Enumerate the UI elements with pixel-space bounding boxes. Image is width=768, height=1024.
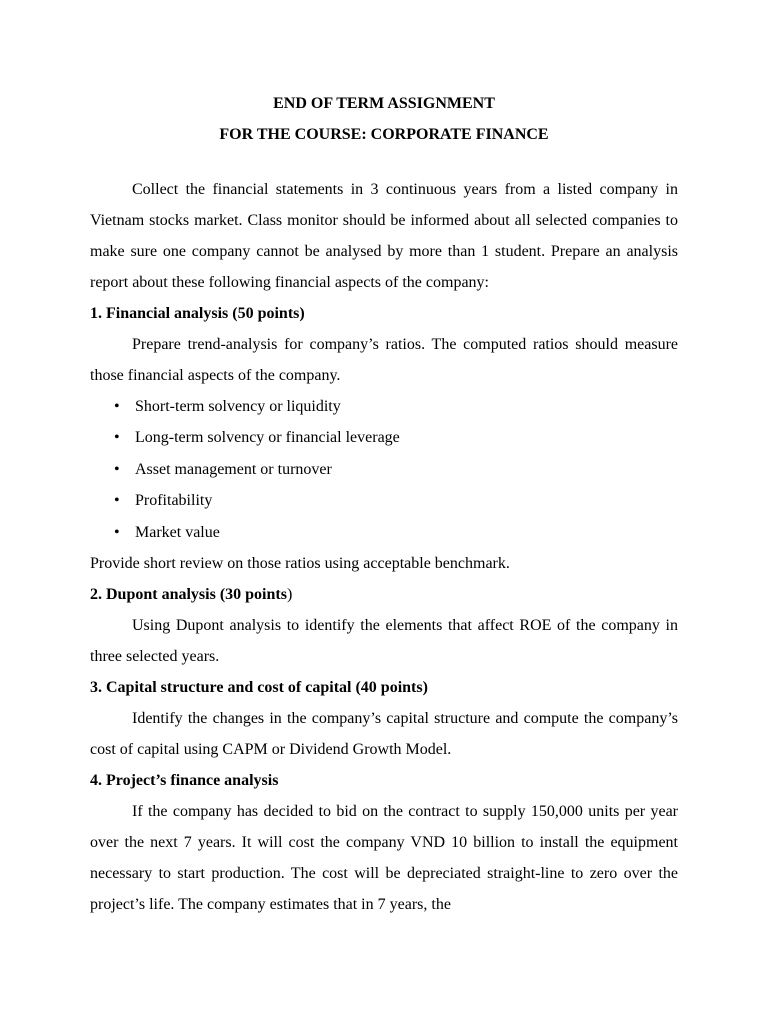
title-block <box>90 0 678 150</box>
intro-paragraph: Collect the financial statements in 3 continuous years from a listed company in Vietnam stocks market. Class monitor should be informed about all selected companies to make sure one company cannot be analysed by more than 1 student. Prepare an analysis report about these following financial aspects of the company: <box>90 181 678 291</box>
document-title-line-2: FOR THE COURSE: CORPORATE FINANCE <box>219 126 549 143</box>
section-3-paragraph: Identify the changes in the company’s capital structure and compute the company’s cost of capital using CAPM or Dividend Growth Model. <box>90 710 678 759</box>
list-item-text: Short-term solvency or liquidity <box>135 398 341 415</box>
section-1-closing: Provide short review on those ratios using acceptable benchmark. <box>90 555 510 573</box>
section-2-heading <box>90 579 678 610</box>
section-2-heading-tail: ) <box>286 586 293 604</box>
list-item <box>90 517 678 548</box>
list-item-text: Market value <box>135 523 220 541</box>
list-item <box>90 485 678 516</box>
ratio-list <box>90 391 678 548</box>
list-item-text: Profitability <box>135 492 213 510</box>
list-item <box>90 454 678 485</box>
list-item-text: Long-term solvency or financial leverage <box>135 429 400 447</box>
bullet-icon: • <box>114 523 120 541</box>
document-page <box>90 0 678 920</box>
document-title-line-1: END OF TERM ASSIGNMENT <box>273 95 495 112</box>
section-3-heading: 3. Capital structure and cost of capital (40 points) <box>90 679 428 697</box>
section-1-heading: 1. Financial analysis (50 points) <box>90 305 305 322</box>
section-4-paragraph: If the company has decided to bid on the contract to supply 150,000 units per year over the next 7 years. It will cost the company VND 10 billion to install the equipment necessary to start production. The cost will be depreciated straight-line to zero over the project’s life. The company estimates that in 7 years, the <box>90 803 678 914</box>
bullet-icon: • <box>114 492 120 510</box>
section-2-paragraph: Using Dupont analysis to identify the elements that affect ROE of the company in three selected years. <box>90 617 678 666</box>
bullet-icon: • <box>114 429 120 447</box>
list-item <box>90 422 678 453</box>
bullet-icon: • <box>114 398 120 415</box>
list-item-text: Asset management or turnover <box>135 460 332 478</box>
section-2-heading-text: 2. Dupont analysis (30 points <box>90 586 287 604</box>
bullet-icon: • <box>114 460 120 478</box>
list-item <box>90 391 678 422</box>
section-4-heading: 4. Project’s finance analysis <box>90 772 279 790</box>
section-1-paragraph: Prepare trend-analysis for company’s ratios. The computed ratios should measure those financial aspects of the company. <box>90 336 678 384</box>
